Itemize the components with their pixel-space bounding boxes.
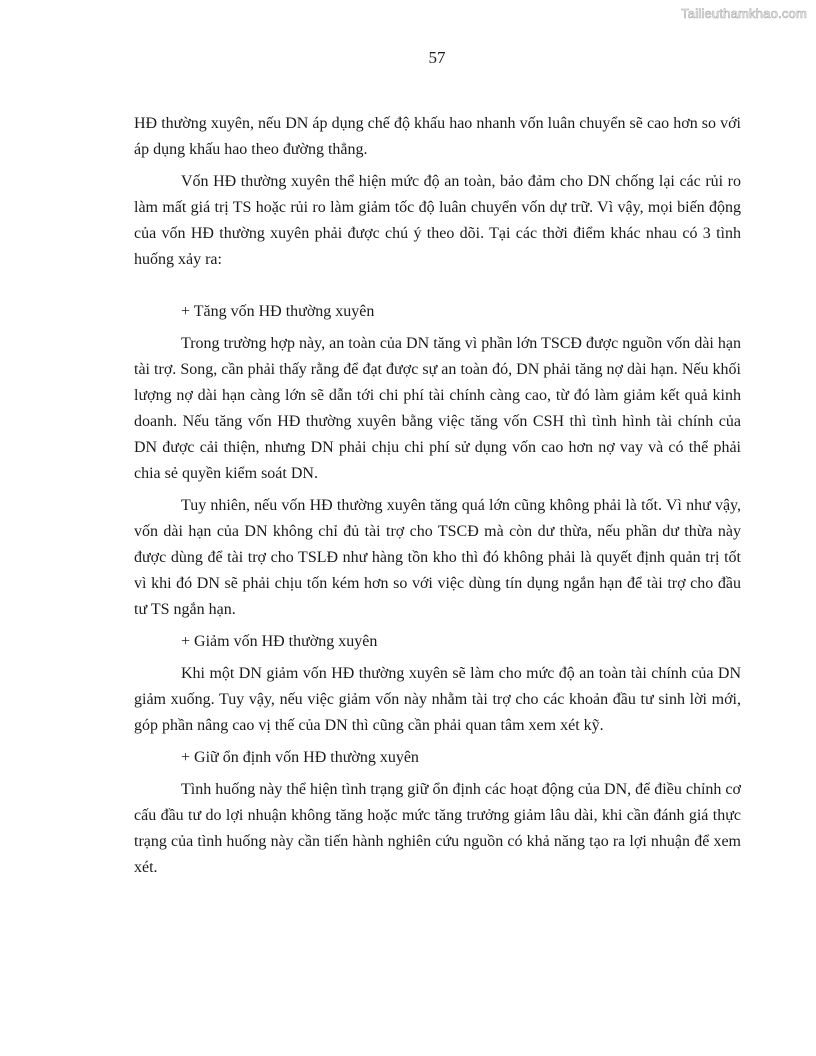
paragraph-stable: Tình huống này thể hiện tình trạng giữ ổn định các hoạt động của DN, để điều chỉnh cơ cấu đầu tư do lợi nhuận không tăng hoặc mức tăng trưởng giảm lâu dài, khi cần đánh giá thực trạng của tình huống này cần tiến hành nghiên cứu nguồn có khả năng tạo ra lợi nhuận để xem xét. [134,781,741,876]
paragraph-increase-2: Tuy nhiên, nếu vốn HĐ thường xuyên tăng quá lớn cũng không phải là tốt. Vì như vậy, vốn dài hạn của DN không chỉ đủ tài trợ cho TSCĐ mà còn dư thừa, nếu phần dư thừa này được dùng để tài trợ cho TSLĐ như hàng tồn kho thì đó không phải là quyết định quản trị tốt vì khi đó DN sẽ phải chịu tốn kém hơn so với việc dùng tín dụng ngắn hạn để tài trợ cho đầu tư TS ngắn hạn. [134,497,741,618]
watermark: Tailieuthamkhao.com [681,6,807,21]
heading-increase: + Tăng vốn HĐ thường xuyên [181,303,375,320]
paragraph-intro: Vốn HĐ thường xuyên thể hiện mức độ an toàn, bảo đảm cho DN chống lại các rủi ro làm mất giá trị TS hoặc rủi ro làm giảm tốc độ luân chuyển vốn dự trữ. Vì vậy, mọi biến động của vốn HĐ thường xuyên phải được chú ý theo dõi. Tại các thời điểm khác nhau có 3 tình huống xảy ra: [134,173,741,268]
heading-stable: + Giữ ổn định vốn HĐ thường xuyên [181,749,419,766]
document-body [134,111,741,887]
paragraph-continuation: HĐ thường xuyên, nếu DN áp dụng chế độ khấu hao nhanh vốn luân chuyển sẽ cao hơn so với áp dụng khấu hao theo đường thẳng. [134,115,741,158]
page-number: 57 [428,48,446,67]
paragraph-increase-1: Trong trường hợp này, an toàn của DN tăng vì phần lớn TSCĐ được nguồn vốn dài hạn tài trợ. Song, cần phải thấy rằng để đạt được sự an toàn đó, DN phải tăng nợ dài hạn. Nếu khối lượng nợ dài hạn càng lớn sẽ dẫn tới chi phí tài chính càng cao, từ đó làm giảm kết quả kinh doanh. Nếu tăng vốn HĐ thường xuyên bằng việc tăng vốn CSH thì tình hình tài chính của DN được cải thiện, nhưng DN phải chịu chi phí sử dụng vốn cao hơn nợ vay và có thể phải chia sẻ quyền kiểm soát DN. [134,335,741,482]
paragraph-decrease: Khi một DN giảm vốn HĐ thường xuyên sẽ làm cho mức độ an toàn tài chính của DN giảm xuống. Tuy vậy, nếu việc giảm vốn này nhằm tài trợ cho các khoản đầu tư sinh lời mới, góp phần nâng cao vị thế của DN thì cũng cần phải quan tâm xem xét kỹ. [134,665,741,734]
heading-decrease: + Giảm vốn HĐ thường xuyên [181,633,378,650]
